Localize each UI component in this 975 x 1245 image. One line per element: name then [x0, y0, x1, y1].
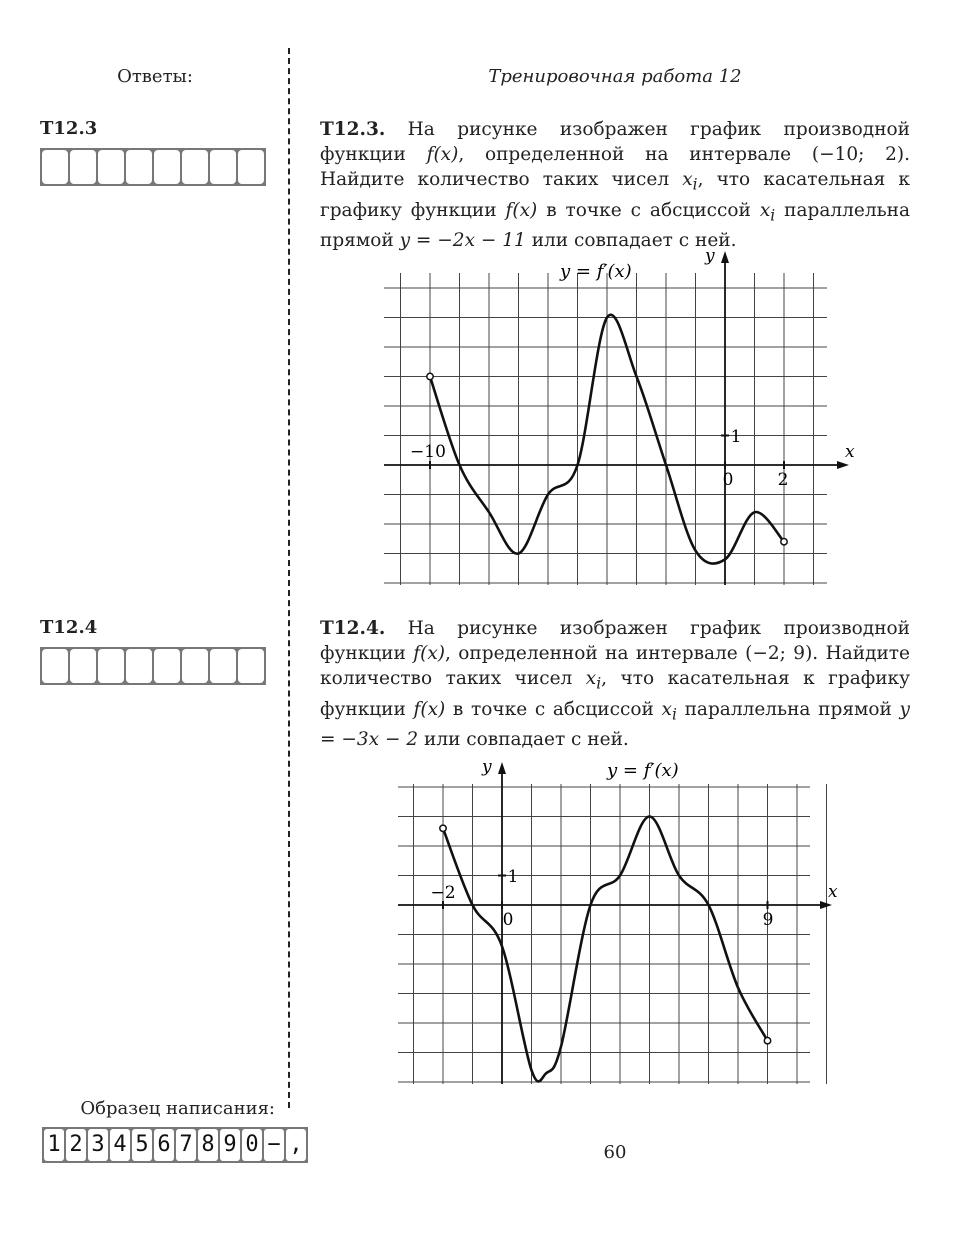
work-title: Тренировочная работа 12: [488, 66, 742, 87]
page-number: 60: [603, 1142, 627, 1163]
y-axis-label: y: [482, 757, 492, 777]
sample-char: 4: [110, 1129, 130, 1161]
tick-label: 9: [762, 910, 774, 930]
open-endpoint: [764, 1038, 770, 1044]
sample-char: 9: [220, 1129, 240, 1161]
sample-char: 2: [66, 1129, 86, 1161]
tick-label: 2: [777, 470, 789, 490]
y-axis-arrow: [721, 251, 729, 263]
answer-label-t12-4: Т12.4: [40, 617, 98, 638]
y-axis-arrow: [498, 762, 506, 774]
tick-label: −10: [410, 442, 446, 462]
sample-char: 3: [88, 1129, 108, 1161]
answer-cells-t12-3[interactable]: [40, 148, 266, 186]
x-axis-label: x: [845, 442, 855, 462]
x-axis-label: x: [828, 882, 838, 902]
task-text-t12-3: Т12.3. На рисунке изображен график производной функции f(x), определенной на интервале (−10; 2). Найдите количество таких чисел $x_i$, что касательная к графику функции f(x) в точке с абсциссой $x_i$ параллельна прямой y = −2x − 11 или совпадает с ней.: [320, 119, 911, 252]
chart-title: y = f′(x): [560, 261, 632, 282]
dashed-divider: [288, 48, 290, 1108]
open-endpoint: [781, 539, 787, 545]
sample-digits: [42, 1127, 308, 1163]
task-text-t12-4: Т12.4. На рисунке изображен график производной функции f(x), определенной на интервале (−2; 9). Найдите количество таких чисел $x_i$, что касательная к графику функции f(x) в точке с абсциссой $x_i$ параллельна прямой y = −3x − 2 или совпадает с ней.: [320, 618, 910, 751]
derivative-chart-t12-4: [380, 742, 840, 1102]
sample-char: 8: [198, 1129, 218, 1161]
sample-char: −: [264, 1129, 284, 1161]
sample-char: 0: [242, 1129, 262, 1161]
sample-char: 7: [176, 1129, 196, 1161]
tick-label: −2: [430, 883, 456, 903]
sample-char: ,: [286, 1129, 306, 1161]
tick-label: 0: [502, 910, 514, 930]
derivative-curve: [443, 817, 768, 1082]
open-endpoint: [440, 825, 446, 831]
sample-label: Образец написания:: [80, 1098, 275, 1119]
tick-label: 1: [507, 867, 519, 887]
sample-char: 1: [44, 1129, 64, 1161]
tick-label: 1: [730, 427, 742, 447]
y-axis-label: y: [705, 246, 715, 266]
x-axis-arrow: [837, 461, 849, 469]
open-endpoint: [427, 373, 433, 379]
answer-cells-t12-4[interactable]: [40, 647, 266, 685]
tick-label: 0: [722, 470, 734, 490]
sample-char: 5: [132, 1129, 152, 1161]
answers-title: Ответы:: [117, 66, 193, 87]
derivative-chart-t12-3: [370, 245, 855, 600]
chart-title: y = f′(x): [607, 760, 679, 781]
sample-char: 6: [154, 1129, 174, 1161]
answer-label-t12-3: Т12.3: [40, 118, 98, 139]
